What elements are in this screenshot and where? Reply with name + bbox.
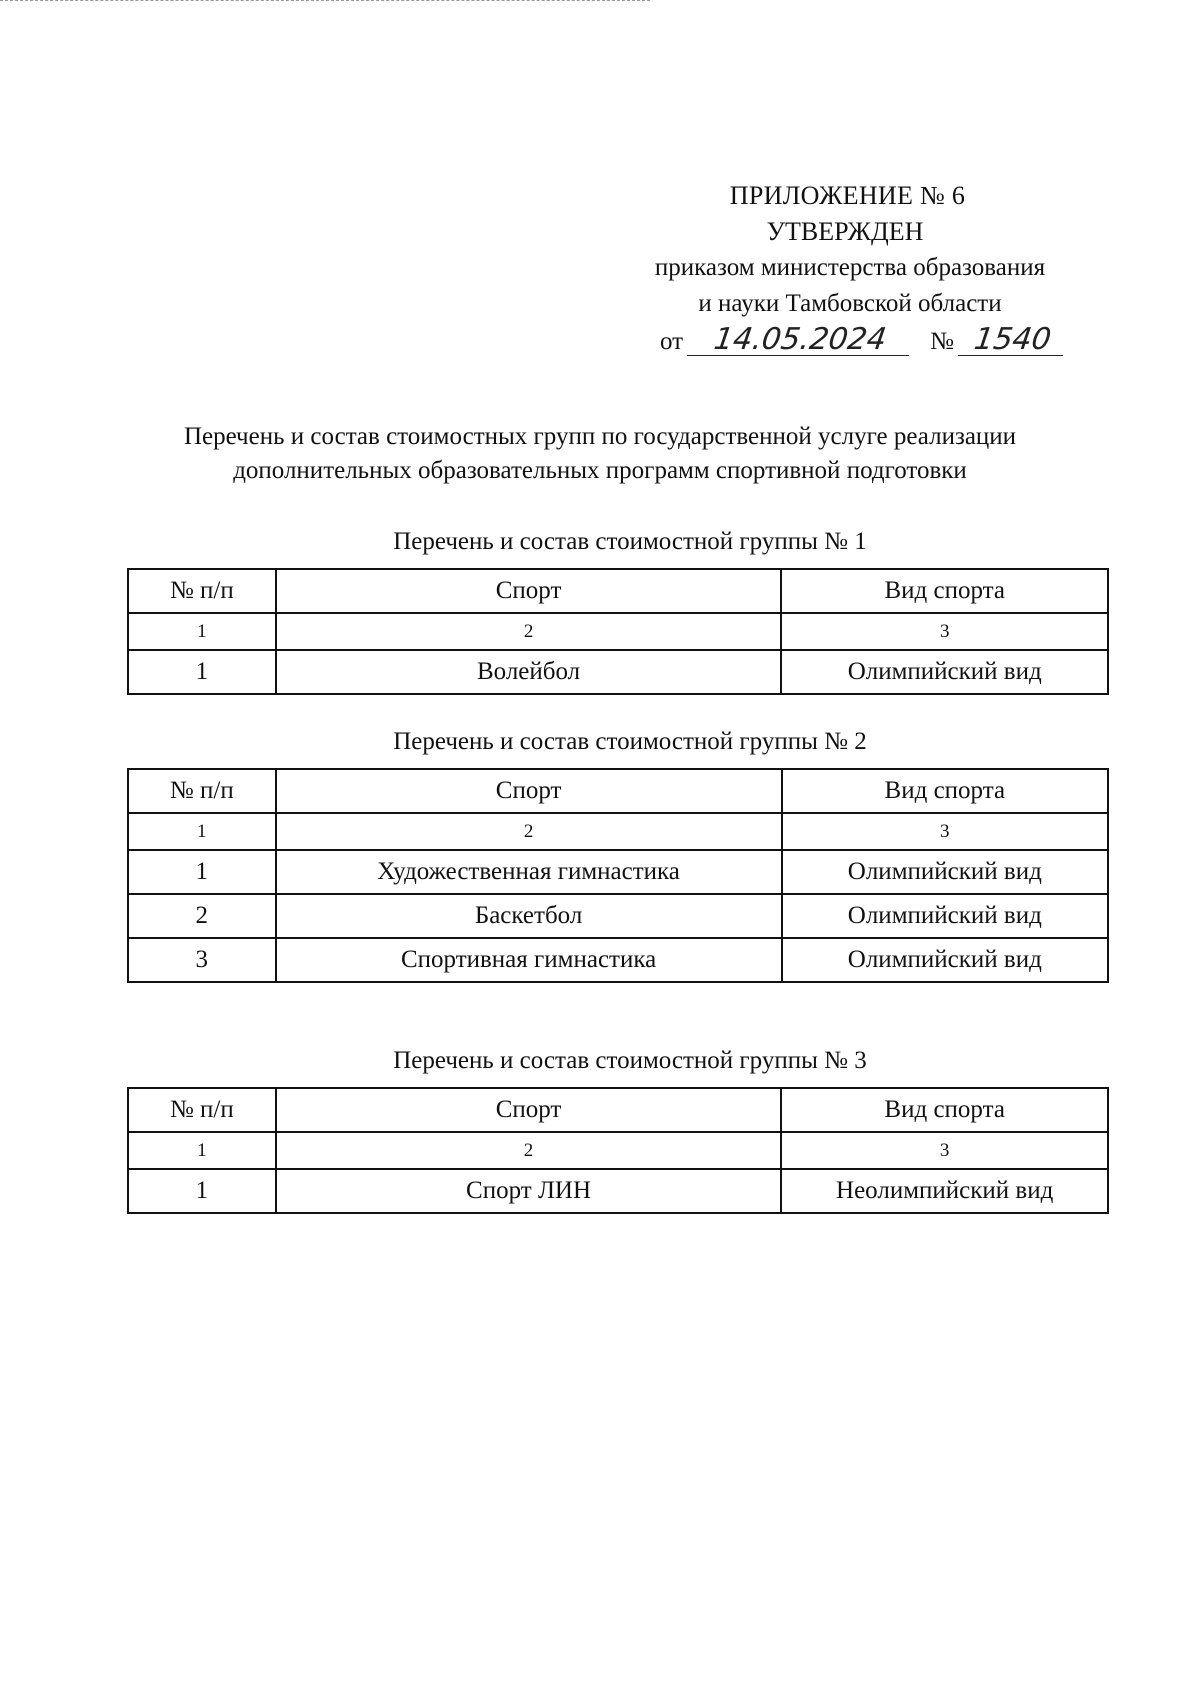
row-kind: Олимпийский вид bbox=[782, 938, 1108, 982]
document-title bbox=[70, 420, 1130, 488]
column-index: 1 bbox=[128, 613, 276, 650]
header-num: № п/п bbox=[128, 1088, 276, 1132]
header-num: № п/п bbox=[128, 769, 276, 813]
group-caption: Перечень и состав стоимостной группы № 1 bbox=[393, 528, 867, 555]
row-num: 2 bbox=[128, 894, 276, 938]
header-kind: Вид спорта bbox=[781, 569, 1108, 613]
row-num: 1 bbox=[128, 650, 276, 694]
date-prefix: от bbox=[660, 328, 684, 355]
order-date: 14.05.2024 bbox=[687, 325, 913, 356]
column-index-row bbox=[128, 813, 1108, 850]
table-row bbox=[128, 650, 1108, 694]
column-index: 3 bbox=[782, 813, 1108, 850]
header-kind: Вид спорта bbox=[782, 769, 1108, 813]
row-num: 3 bbox=[128, 938, 276, 982]
column-index-row bbox=[128, 1132, 1108, 1169]
header-num: № п/п bbox=[128, 569, 276, 613]
group-table bbox=[127, 568, 1109, 695]
approval-block bbox=[600, 178, 1100, 360]
row-sport: Баскетбол bbox=[276, 894, 782, 938]
row-sport: Спортивная гимнастика bbox=[276, 938, 782, 982]
table-row bbox=[128, 1169, 1108, 1213]
order-line bbox=[600, 324, 1100, 360]
order-number: 1540 bbox=[958, 325, 1067, 356]
scan-top-edge bbox=[0, 0, 650, 3]
table-row bbox=[128, 894, 1108, 938]
column-index: 1 bbox=[128, 813, 276, 850]
header-sport: Спорт bbox=[276, 1088, 782, 1132]
table-header-row bbox=[128, 569, 1108, 613]
header-sport: Спорт bbox=[276, 769, 782, 813]
approval-line-2: и науки Тамбовской области bbox=[698, 290, 1002, 317]
number-prefix: № bbox=[930, 328, 954, 355]
group-caption: Перечень и состав стоимостной группы № 3 bbox=[393, 1047, 867, 1074]
row-num: 1 bbox=[128, 1169, 276, 1213]
column-index-row bbox=[128, 613, 1108, 650]
group-table bbox=[127, 768, 1109, 983]
document-title-line-2: дополнительных образовательных программ спортивной подготовки bbox=[233, 457, 967, 484]
header-kind: Вид спорта bbox=[781, 1088, 1108, 1132]
row-num: 1 bbox=[128, 850, 276, 894]
document-title-line-1: Перечень и состав стоимостных групп по государственной услуге реализации bbox=[183, 423, 1017, 450]
column-index: 2 bbox=[276, 613, 782, 650]
row-kind: Неолимпийский вид bbox=[781, 1169, 1108, 1213]
approval-line-1: приказом министерства образования bbox=[654, 254, 1046, 281]
column-index: 2 bbox=[276, 813, 782, 850]
column-index: 2 bbox=[276, 1132, 782, 1169]
column-index: 3 bbox=[781, 1132, 1108, 1169]
column-index: 3 bbox=[781, 613, 1108, 650]
group-caption: Перечень и состав стоимостной группы № 2 bbox=[393, 728, 867, 755]
row-sport: Художественная гимнастика bbox=[276, 850, 782, 894]
approved-label: УТВЕРЖДЕН bbox=[766, 217, 924, 246]
row-kind: Олимпийский вид bbox=[782, 894, 1108, 938]
row-sport: Волейбол bbox=[276, 650, 782, 694]
table-header-row bbox=[128, 1088, 1108, 1132]
table-header-row bbox=[128, 769, 1108, 813]
row-sport: Спорт ЛИН bbox=[276, 1169, 782, 1213]
table-row bbox=[128, 938, 1108, 982]
row-kind: Олимпийский вид bbox=[782, 850, 1108, 894]
header-sport: Спорт bbox=[276, 569, 782, 613]
appendix-title: ПРИЛОЖЕНИЕ № 6 bbox=[729, 181, 966, 210]
row-kind: Олимпийский вид bbox=[781, 650, 1108, 694]
table-row bbox=[128, 850, 1108, 894]
column-index: 1 bbox=[128, 1132, 276, 1169]
group-table bbox=[127, 1087, 1109, 1214]
